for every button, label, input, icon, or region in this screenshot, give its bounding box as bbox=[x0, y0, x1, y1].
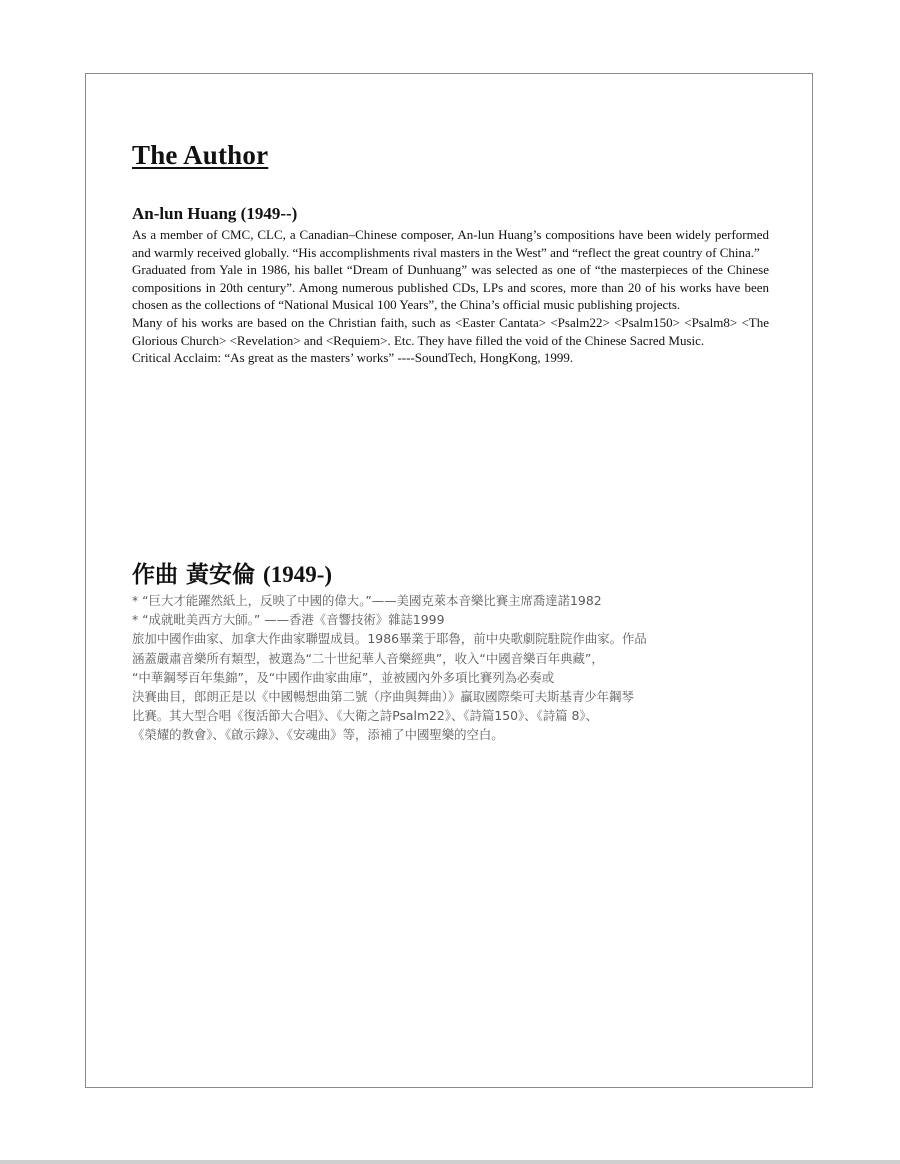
chinese-line: * “成就毗美西方大師。” ——香港《音響技術》雜誌1999 bbox=[132, 612, 445, 628]
chinese-line: * “巨大才能躍然紙上，反映了中國的偉大。”——美國克萊本音樂比賽主席喬達諾1982 bbox=[132, 593, 602, 608]
author-heading: An-lun Huang (1949--) bbox=[132, 204, 298, 223]
bio-paragraph: Graduated from Yale in 1986, his ballet “Dream of Dunhuang” was selected as one of “the masterpieces of the Chinese compositions in 20th century”. Among numerous published CDs, LPs and scores, more than 20 of his works have been chosen as the collections of “National Musical 100 Years”, the China’s official music publishing projects. bbox=[132, 262, 769, 313]
bottom-divider bbox=[0, 1160, 900, 1164]
author-bio bbox=[132, 226, 769, 367]
bio-paragraph: Critical Acclaim: “As great as the masters’ works” ----SoundTech, HongKong, 1999. bbox=[132, 350, 574, 366]
bio-paragraph: As a member of CMC, CLC, a Canadian–Chinese composer, An-lun Huang’s compositions have been widely performed and warmly received globally. “His accomplishments rival masters in the West” and “reflect the great country of China.” bbox=[132, 227, 769, 260]
chinese-bio bbox=[132, 591, 772, 745]
chinese-heading-years: (1949-) bbox=[263, 562, 333, 587]
chinese-line: 涵蓋嚴肅音樂所有類型，被選為“二十世紀華人音樂經典”，收入“中國音樂百年典藏”， bbox=[132, 650, 604, 666]
chinese-line: “中華鋼琴百年集錦”，及“中國作曲家曲庫”，並被國內外多項比賽列為必奏或 bbox=[132, 669, 555, 685]
chinese-line: 比賽。其大型合唱《復活節大合唱》、《大衛之詩Psalm22》、《詩篇150》、《詩篇 8》、 bbox=[132, 708, 598, 724]
document-page bbox=[85, 73, 813, 1088]
bio-paragraph: Many of his works are based on the Christian faith, such as <Easter Cantata> <Psalm22> <Psalm150> <Psalm8> <The Glorious Church> <Revelation> and <Requiem>. Etc. They have filled the void of the Chinese Sacred Music. bbox=[132, 314, 769, 348]
chinese-heading-name: 作曲 黃安倫 bbox=[132, 562, 256, 588]
chinese-line: 決賽曲目，郎朗正是以《中國暢想曲第二號（序曲與舞曲）》贏取國際柴可夫斯基青少年鋼琴 bbox=[132, 689, 634, 705]
chinese-line: 《榮耀的教會》、《啟示錄》、《安魂曲》等，添補了中國聖樂的空白。 bbox=[132, 727, 504, 743]
chinese-heading bbox=[132, 556, 332, 589]
page-title: The Author bbox=[132, 140, 269, 170]
chinese-line: 旅加中國作曲家、加拿大作曲家聯盟成員。1986畢業于耶魯，前中央歌劇院駐院作曲家。作品 bbox=[132, 631, 647, 647]
